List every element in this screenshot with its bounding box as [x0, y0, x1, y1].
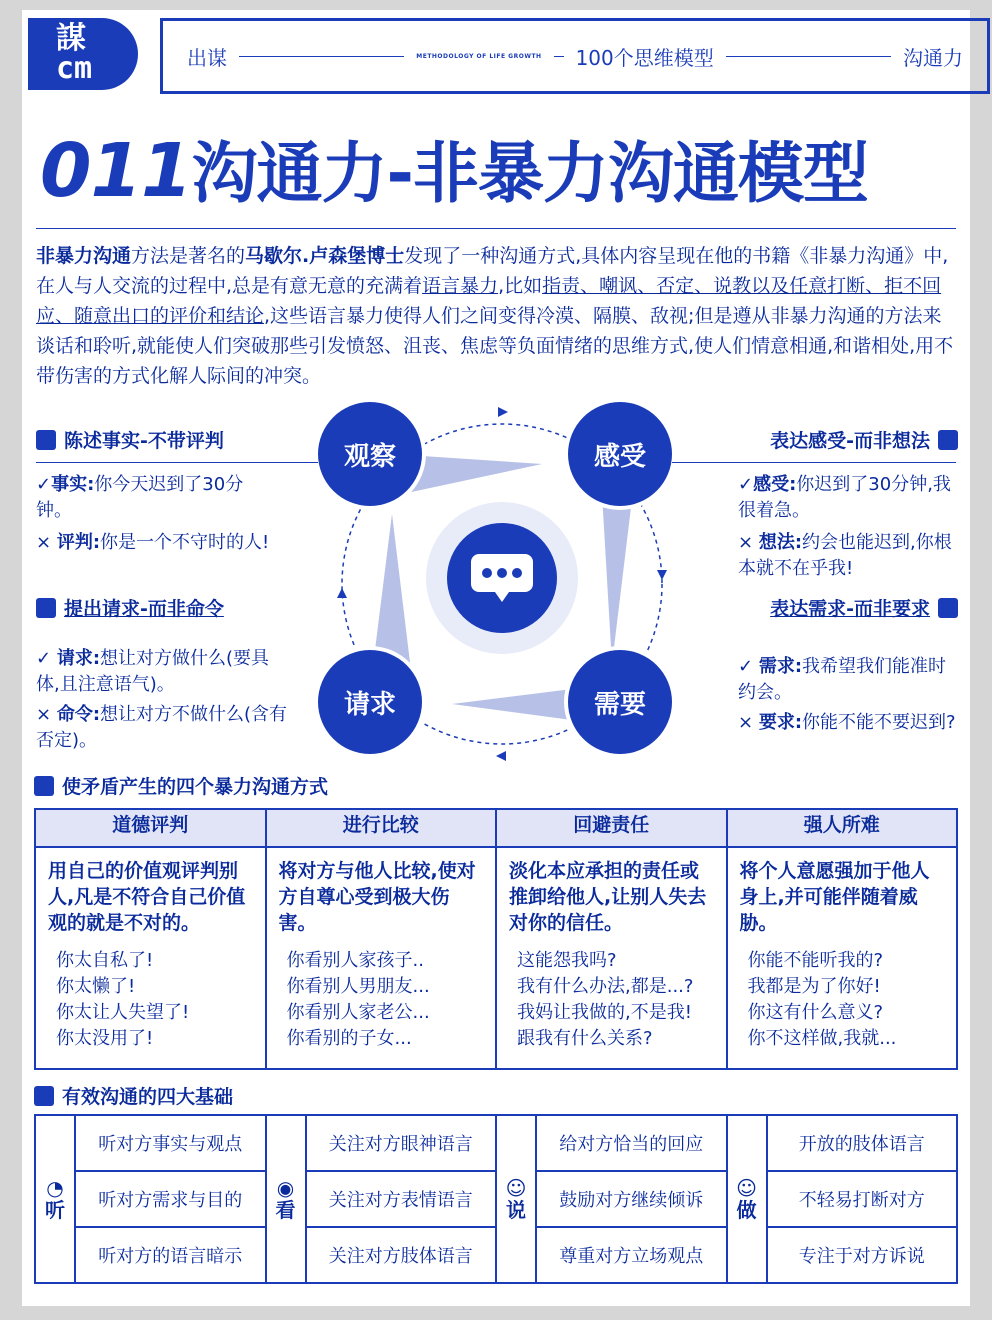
violence-example: 你太自私了!: [56, 950, 154, 971]
bl-body: [36, 646, 292, 754]
violence-body-row: [35, 847, 957, 1069]
basis-key-text: 听: [45, 1198, 65, 1222]
violence-example: 你看别人男朋友...: [286, 976, 430, 997]
chat-center: [426, 502, 578, 654]
br-demand-key: 要求:: [758, 712, 803, 733]
violence-cell: [35, 847, 266, 1069]
violence-example: 这能怨我吗?: [517, 950, 617, 971]
violence-example: 你太让人失望了!: [56, 1002, 190, 1023]
tl-judge-value: 你是一个不守时的人!: [100, 532, 270, 553]
tl-heading-text: 陈述事实-不带评判: [64, 430, 224, 452]
violence-example: 我都是为了你好!: [747, 976, 881, 997]
check-icon: ✓: [36, 474, 52, 495]
violence-example: 你太懒了!: [56, 976, 136, 997]
cross-icon: ×: [738, 532, 754, 553]
bl-request-value: 想让对方做什么(要具体,且注意语气)。: [36, 648, 270, 695]
logo-line1: 謀: [56, 21, 86, 56]
basis-item: 听对方事实与观点: [75, 1115, 266, 1171]
eye-icon: ◉: [276, 1176, 295, 1200]
violence-cell: [496, 847, 727, 1069]
br-heading-text: 表达需求-而非要求: [770, 598, 930, 620]
basis-item: 不轻易打断对方: [767, 1171, 958, 1227]
check-icon: ✓: [738, 474, 754, 495]
basis-item: 开放的肢体语言: [767, 1115, 958, 1171]
bl-heading-text: 提出请求-而非命令: [64, 598, 224, 620]
arrow-tip-icon: [657, 570, 667, 580]
intro-text: 发现了一种沟通方式,具体内容呈现在他的书籍《非暴力沟通》中,在人与人交流的过程中,总是有意无意的充满着: [36, 245, 949, 297]
intro-author: 马歇尔.卢森堡博士: [245, 245, 405, 267]
violence-example: 你太没用了!: [56, 1028, 154, 1049]
basis-heading-text: 有效沟通的四大基础: [62, 1086, 234, 1108]
tr-thought: [738, 530, 960, 582]
tr-thought-value: 约会也能迟到,你根本就不在乎我!: [738, 532, 952, 579]
intro-text: ,比如: [498, 275, 543, 297]
basis-heading: [34, 1082, 233, 1109]
basis-item: 鼓励对方继续倾诉: [536, 1171, 727, 1227]
header-left: 出谋: [187, 45, 227, 70]
violence-col-title: 道德评判: [35, 809, 266, 847]
header-middle: 100个思维模型: [575, 45, 714, 70]
chat-bubble-icon: [469, 552, 535, 604]
violence-example: 你看别人家老公...: [286, 1002, 430, 1023]
basis-key-look: [266, 1115, 306, 1283]
bl-command-value: 想让对方不做什么(含有否定)。: [36, 704, 288, 751]
node-request: 请求: [318, 650, 422, 754]
node-need: 需要: [568, 650, 672, 754]
page-title: [40, 120, 868, 215]
connector-line: [672, 462, 956, 463]
basis-item: 关注对方眼神语言: [306, 1115, 497, 1171]
page-frame: [22, 10, 970, 1306]
arrow-tip-icon: [496, 751, 506, 761]
intro-term: 非暴力沟通: [36, 245, 132, 267]
basis-key-do: [727, 1115, 767, 1283]
violence-example: 你能不能听我的?: [747, 950, 884, 971]
basis-row: [35, 1115, 957, 1171]
tr-heading-text: 表达感受-而非想法: [770, 430, 930, 452]
bullet-square-icon: [938, 598, 958, 618]
bl-heading: [36, 594, 224, 621]
tr-feel-value: 你迟到了30分钟,我很着急。: [738, 474, 951, 521]
tl-judge-key: 评判:: [56, 532, 101, 553]
violence-desc: 用自己的价值观评判别人,凡是不符合自己价值观的就是不对的。: [48, 860, 246, 934]
violence-example: 我妈让我做的,不是我!: [517, 1002, 692, 1023]
bl-command-key: 命令:: [56, 704, 101, 725]
violence-cell: [266, 847, 497, 1069]
br-need: [738, 654, 960, 706]
node-observe: 观察: [318, 402, 422, 506]
intro-text: 方法是著名的: [131, 245, 246, 267]
header-rule: [554, 56, 564, 57]
violence-example: 跟我有什么关系?: [517, 1028, 653, 1049]
header-tagline: METHODOLOGY OF LIFE GROWTH: [416, 52, 542, 60]
violence-desc: 将对方与他人比较,使对方自尊心受到极大伤害。: [278, 860, 476, 934]
violence-example: 我有什么办法,都是...?: [517, 976, 694, 997]
intro-paragraph: [36, 228, 956, 391]
smile-icon: ☺: [736, 1176, 757, 1200]
title-text: 沟通力-非暴力沟通模型: [191, 135, 868, 212]
basis-key-text: 说: [506, 1198, 526, 1222]
tl-fact-value: 你今天迟到了30分钟。: [36, 474, 244, 521]
header-right: 沟通力: [903, 45, 963, 70]
intro-highlight: 指责、嘲讽、否定、说教以及任意打断、拒不回应、随意出口的评价和结论: [36, 275, 942, 327]
bullet-square-icon: [34, 776, 54, 796]
title-number: 011: [40, 128, 192, 214]
intro-text: ,这些语言暴力使得人们之间变得冷漠、隔膜、敌视;但是遵从非暴力沟通的方法来谈话和聆听,就能使人们突破那些引发愤怒、沮丧、焦虑等负面情绪的思维方式,使人们情意相通,和谐相处,用不带伤害的方式化解人际间的冲突。: [36, 305, 954, 387]
violence-heading: [34, 772, 328, 799]
tl-body: [36, 472, 272, 556]
connector-line: [36, 462, 318, 463]
basis-item: 给对方恰当的回应: [536, 1115, 727, 1171]
br-heading: [770, 594, 958, 621]
br-need-key: 需求:: [758, 656, 803, 677]
violence-header-row: [35, 809, 957, 847]
basis-key-text: 看: [275, 1198, 296, 1222]
header-rule: [726, 56, 891, 57]
speech-icon: ☺: [505, 1176, 527, 1200]
check-icon: ✓: [738, 656, 754, 677]
basis-item: 关注对方肢体语言: [306, 1227, 497, 1283]
cross-icon: ×: [36, 532, 52, 553]
bl-command: [36, 702, 292, 754]
logo-line2: cm: [56, 51, 93, 86]
violence-heading-text: 使矛盾产生的四个暴力沟通方式: [62, 776, 329, 798]
violence-desc: 淡化本应承担的责任或推卸给他人,让别人失去对你的信任。: [509, 860, 707, 934]
violence-example: 你看别的子女...: [286, 1028, 412, 1049]
brand-logo: [28, 18, 138, 90]
arrow-feel-need: [602, 494, 632, 664]
violence-table: [34, 808, 958, 1070]
tl-judge: [36, 530, 272, 556]
violence-example: 你不这样做,我就...: [747, 1028, 897, 1049]
tr-feel-key: 感受:: [753, 474, 797, 495]
basis-key-text: 做: [736, 1198, 757, 1222]
br-demand-value: 你能不能不要迟到?: [802, 712, 956, 733]
basis-item: 听对方需求与目的: [75, 1171, 266, 1227]
bl-request: [36, 646, 292, 698]
header-bar: [160, 18, 990, 94]
bullet-square-icon: [36, 598, 56, 618]
violence-col-title: 进行比较: [266, 809, 497, 847]
tr-thought-key: 想法:: [758, 532, 803, 553]
tl-fact: [36, 472, 272, 524]
basis-table: [34, 1114, 958, 1284]
basis-item: 关注对方表情语言: [306, 1171, 497, 1227]
violence-example: 你看别人家孩子..: [286, 950, 424, 971]
bullet-square-icon: [34, 1086, 54, 1106]
tl-fact-key: 事实:: [51, 474, 95, 495]
violence-col-title: 强人所难: [727, 809, 958, 847]
basis-item: 尊重对方立场观点: [536, 1227, 727, 1283]
header-rule: [239, 56, 404, 57]
arrow-tip-icon: [337, 588, 347, 598]
basis-key-speak: [496, 1115, 536, 1283]
chat-inner: [447, 523, 557, 633]
br-demand: [738, 710, 960, 736]
tr-heading: [770, 426, 958, 453]
br-need-value: 我希望我们能准时约会。: [738, 656, 947, 703]
basis-key-listen: [35, 1115, 75, 1283]
bl-request-key: 请求:: [56, 648, 101, 669]
cross-icon: ×: [738, 712, 754, 733]
tr-feel: [738, 472, 960, 524]
basis-item: 听对方的语言暗示: [75, 1227, 266, 1283]
cross-icon: ×: [36, 704, 52, 725]
violence-cell: [727, 847, 958, 1069]
basis-item: 专注于对方诉说: [767, 1227, 958, 1283]
intro-highlight: 语言暴力: [422, 275, 499, 297]
tl-heading: [36, 426, 224, 453]
node-feel: 感受: [568, 402, 672, 506]
bullet-square-icon: [36, 430, 56, 450]
arrow-tip-icon: [498, 407, 508, 417]
violence-example: 你这有什么意义?: [747, 1002, 884, 1023]
bullet-square-icon: [938, 430, 958, 450]
check-icon: ✓: [36, 648, 52, 669]
tr-body: [738, 472, 960, 582]
violence-desc: 将个人意愿强加于他人身上,并可能伴随着威胁。: [739, 860, 930, 934]
violence-col-title: 回避责任: [496, 809, 727, 847]
ear-icon: ◔: [46, 1176, 64, 1200]
br-body: [738, 654, 960, 736]
